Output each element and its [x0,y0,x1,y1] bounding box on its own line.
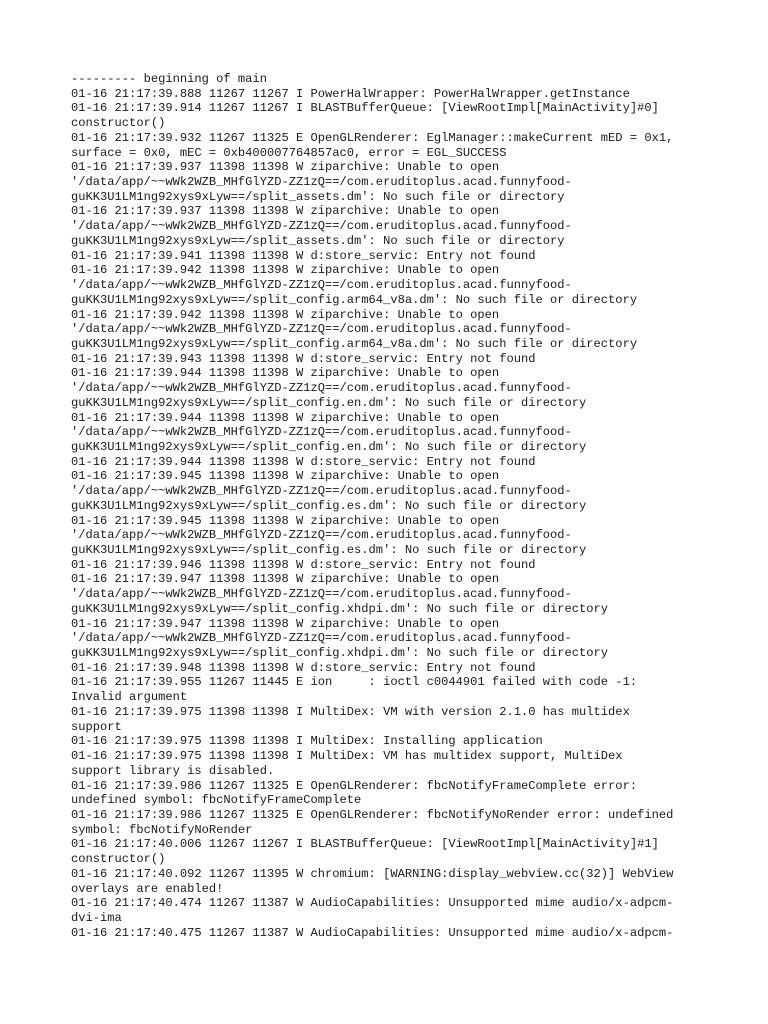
log-line: guKK3U1LM1ng92xys9xLyw==/split_config.arm64_v8a.dm': No such file or directory [71,336,638,351]
log-line: '/data/app/~~wWk2WZB_MHfGlYZD-ZZ1zQ==/com.eruditoplus.acad.funnyfood- [71,631,572,646]
log-line: 01-16 21:17:39.944 11398 11398 W ziparchive: Unable to open [71,366,500,381]
log-line: 01-16 21:17:39.986 11267 11325 E OpenGLRenderer: fbcNotifyNoRender error: undefined [71,807,674,822]
log-line: 01-16 21:17:39.945 11398 11398 W ziparchive: Unable to open [71,469,500,484]
log-line: 01-16 21:17:39.948 11398 11398 W d:store_servic: Entry not found [71,660,536,675]
log-header: --------- beginning of main [71,72,267,86]
log-line: guKK3U1LM1ng92xys9xLyw==/split_config.arm64_v8a.dm': No such file or directory [71,292,638,307]
log-line: 01-16 21:17:39.942 11398 11398 W ziparchive: Unable to open [71,263,500,278]
log-line: Invalid argument [71,690,188,705]
log-line: support library is disabled. [71,763,275,778]
log-line: 01-16 21:17:39.945 11398 11398 W ziparchive: Unable to open [71,513,500,528]
log-line: '/data/app/~~wWk2WZB_MHfGlYZD-ZZ1zQ==/com.eruditoplus.acad.funnyfood- [71,484,572,499]
log-line: '/data/app/~~wWk2WZB_MHfGlYZD-ZZ1zQ==/com.eruditoplus.acad.funnyfood- [71,322,572,337]
log-line: '/data/app/~~wWk2WZB_MHfGlYZD-ZZ1zQ==/com.eruditoplus.acad.funnyfood- [71,219,572,234]
log-line: guKK3U1LM1ng92xys9xLyw==/split_config.xhdpi.dm': No such file or directory [71,601,609,616]
log-line: 01-16 21:17:39.975 11398 11398 I MultiDex: Installing application [71,734,543,749]
log-line: 01-16 21:17:39.946 11398 11398 W d:store_servic: Entry not found [71,557,536,572]
log-line: 01-16 21:17:39.932 11267 11325 E OpenGLRenderer: EglManager::makeCurrent mED = 0x1, [71,130,674,145]
log-line: constructor() [71,852,166,867]
log-line: 01-16 21:17:39.947 11398 11398 W ziparchive: Unable to open [71,616,500,631]
log-line: guKK3U1LM1ng92xys9xLyw==/split_assets.dm': No such file or directory [71,189,565,204]
log-line: guKK3U1LM1ng92xys9xLyw==/split_config.en.dm': No such file or directory [71,395,587,410]
log-line: 01-16 21:17:40.474 11267 11387 W AudioCapabilities: Unsupported mime audio/x-adpcm- [71,896,674,911]
log-line: surface = 0x0, mEC = 0xb400007764857ac0, error = EGL_SUCCESS [71,145,507,160]
log-line: 01-16 21:17:39.944 11398 11398 W ziparchive: Unable to open [71,410,500,425]
log-line: guKK3U1LM1ng92xys9xLyw==/split_config.xhdpi.dm': No such file or directory [71,646,609,661]
log-line: '/data/app/~~wWk2WZB_MHfGlYZD-ZZ1zQ==/com.eruditoplus.acad.funnyfood- [71,587,572,602]
log-line: 01-16 21:17:39.937 11398 11398 W ziparchive: Unable to open [71,204,500,219]
log-line: 01-16 21:17:39.975 11398 11398 I MultiDex: VM has multidex support, MultiDex [71,749,623,764]
log-line: 01-16 21:17:40.475 11267 11387 W AudioCapabilities: Unsupported mime audio/x-adpcm- [71,925,674,940]
log-line: 01-16 21:17:39.942 11398 11398 W ziparchive: Unable to open [71,307,500,322]
log-line: support [71,719,122,734]
log-line: 01-16 21:17:40.092 11267 11395 W chromium: [WARNING:display_webview.cc(32)] WebView [71,866,674,881]
log-line: guKK3U1LM1ng92xys9xLyw==/split_assets.dm': No such file or directory [71,233,565,248]
log-line: '/data/app/~~wWk2WZB_MHfGlYZD-ZZ1zQ==/com.eruditoplus.acad.funnyfood- [71,425,572,440]
log-line: constructor() [71,116,166,131]
log-line: '/data/app/~~wWk2WZB_MHfGlYZD-ZZ1zQ==/com.eruditoplus.acad.funnyfood- [71,278,572,293]
log-line: '/data/app/~~wWk2WZB_MHfGlYZD-ZZ1zQ==/com.eruditoplus.acad.funnyfood- [71,381,572,396]
log-line: 01-16 21:17:39.941 11398 11398 W d:store_servic: Entry not found [71,248,536,263]
log-line: '/data/app/~~wWk2WZB_MHfGlYZD-ZZ1zQ==/com.eruditoplus.acad.funnyfood- [71,175,572,190]
log-line: 01-16 21:17:40.006 11267 11267 I BLASTBufferQueue: [ViewRootImpl[MainActivity]#1] [71,837,659,852]
log-line: 01-16 21:17:39.975 11398 11398 I MultiDex: VM with version 2.1.0 has multidex [71,704,630,719]
log-line: overlays are enabled! [71,881,224,896]
log-line: symbol: fbcNotifyNoRender [71,822,253,837]
log-line: 01-16 21:17:39.944 11398 11398 W d:store_servic: Entry not found [71,454,536,469]
log-line: 01-16 21:17:39.943 11398 11398 W d:store_servic: Entry not found [71,351,536,366]
log-line: dvi-ima [71,910,122,925]
log-line: guKK3U1LM1ng92xys9xLyw==/split_config.es.dm': No such file or directory [71,543,587,557]
log-line: 01-16 21:17:39.914 11267 11267 I BLASTBufferQueue: [ViewRootImpl[MainActivity]#0] [71,101,659,116]
log-line: 01-16 21:17:39.937 11398 11398 W ziparchive: Unable to open [71,160,500,175]
log-line: undefined symbol: fbcNotifyFrameComplete [71,793,362,808]
log-line: 01-16 21:17:39.947 11398 11398 W ziparchive: Unable to open [71,572,500,587]
log-line: guKK3U1LM1ng92xys9xLyw==/split_config.en.dm': No such file or directory [71,439,587,454]
log-document [71,72,711,940]
log-line: 01-16 21:17:39.955 11267 11445 E ion : ioctl c0044901 failed with code -1: [71,675,638,690]
log-line: 01-16 21:17:39.986 11267 11325 E OpenGLRenderer: fbcNotifyFrameComplete error: [71,778,638,793]
log-line: guKK3U1LM1ng92xys9xLyw==/split_config.es.dm': No such file or directory [71,498,587,513]
log-line: 01-16 21:17:39.888 11267 11267 I PowerHalWrapper: PowerHalWrapper.getInstance [71,86,630,101]
log-line: '/data/app/~~wWk2WZB_MHfGlYZD-ZZ1zQ==/com.eruditoplus.acad.funnyfood- [71,528,572,543]
